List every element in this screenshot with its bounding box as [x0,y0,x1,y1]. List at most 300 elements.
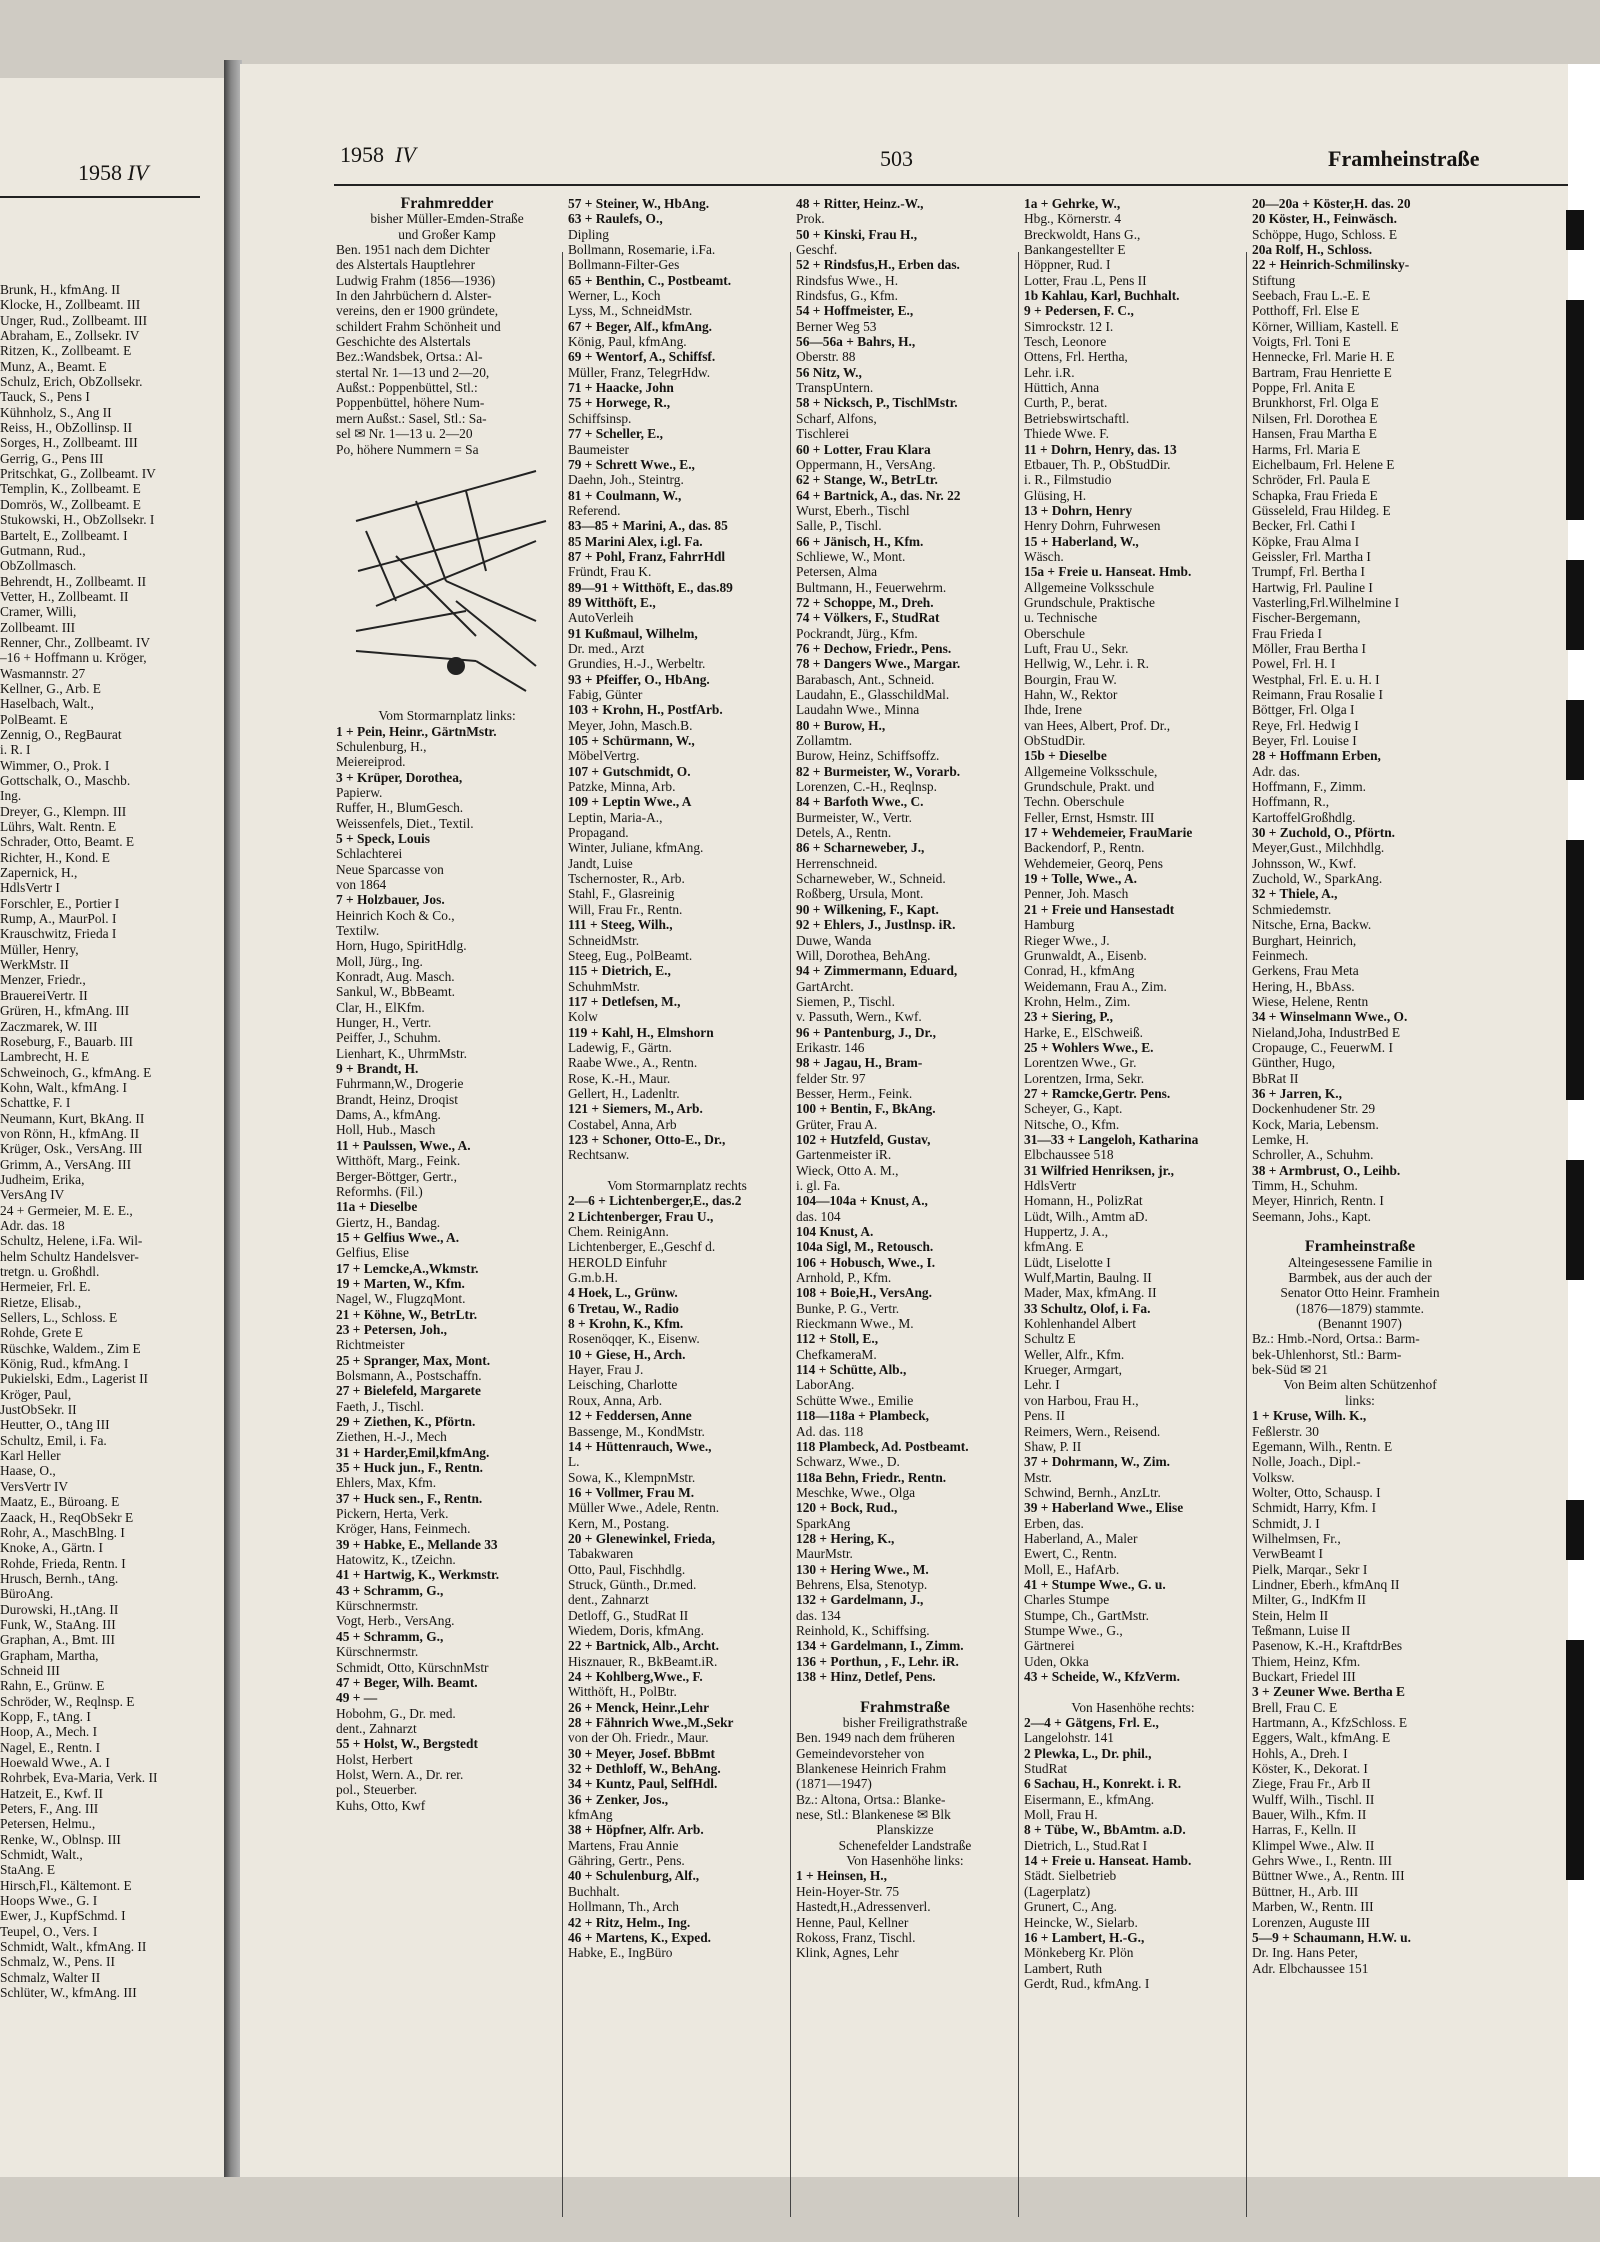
directory-entry: Vom Stormarnplatz links: [378,708,516,724]
directory-entry: 9 + Pedersen, F. C., [1024,303,1134,319]
directory-entry: 75 + Horwege, R., [568,395,671,411]
directory-entry [796,1684,1014,1699]
directory-entry: Wiedem, Doris, kfmAng. [568,1622,704,1638]
directory-entry: Ottens, Frl. Hertha, [1024,349,1128,365]
directory-entry: Luft, Frau U., Sekr. [1024,640,1129,656]
directory-entry: Rieger Wwe., J. [1024,932,1110,948]
directory-entry: Seemann, Johs., Kapt. [1252,1208,1372,1224]
directory-entry: Brandt, Heinz, Droqist [336,1091,458,1107]
directory-entry: Brunkhorst, Frl. Olga E [1252,395,1379,411]
directory-entry: Thiede Wwe. F. [1024,426,1109,442]
directory-entry: Schapka, Frau Frieda E [1252,487,1378,503]
directory-entry: Wulff, Wilh., Tischl. II [1252,1791,1375,1807]
directory-entry: Nitsche, Erna, Backw. [1252,917,1372,933]
directory-entry: bisher Müller-Emden-Straße [370,211,524,227]
directory-entry: 2 Plewka, L., Dr. phil., [1024,1745,1152,1761]
directory-entry: Wäsch. [1024,548,1064,564]
directory-entry: Etbauer, Th. P., ObStudDir. [1024,456,1171,472]
directory-entry: Mönkeberg Kr. Plön [1024,1945,1134,1961]
directory-entry: Gehrs Wwe., I., Rentn. III [1252,1853,1392,1869]
directory-entry: 25 + Spranger, Max, Mont. [336,1352,491,1368]
directory-entry: 6 Sachau, H., Konrekt. i. R. [1024,1776,1182,1792]
directory-entry: Hein-Hoyer-Str. 75 [796,1883,900,1899]
directory-entry: Bourgin, Frau W. [1024,671,1117,687]
directory-entry: Marben, W., Rentn. III [1252,1899,1374,1915]
directory-entry: Körner, William, Kastell. E [1252,318,1399,334]
directory-entry: Ewert, C., Rentn. [1024,1546,1117,1562]
directory-entry: 54 + Hoffmeister, E., [796,303,914,319]
directory-entry: 123 + Schoner, Otto-E., Dr., [568,1131,726,1147]
facing-entry: Kühnholz, S., Ang II [0,404,112,420]
directory-entry: 109 + Leptin Wwe., A [568,794,692,810]
directory-entry: Bassenge, M., KondMstr. [568,1423,705,1439]
facing-entry: Graphan, A., Bmt. III [0,1632,115,1648]
facing-entry: Schmalz, W., Pens. II [0,1954,115,1970]
page-number: 503 [880,146,913,171]
directory-entry: Martens, Frau Annie [568,1837,679,1853]
directory-entry: 41 + Stumpe Wwe., G. u. [1024,1576,1166,1592]
facing-entry: Lambrecht, H. E [0,1049,90,1065]
register-tab [1566,1640,1584,1880]
directory-entry: Moll, Frau H. [1024,1807,1098,1823]
facing-entry: Gottschalk, O., Maschb. [0,773,131,788]
directory-entry: 1b Kahlau, Karl, Buchhalt. [1024,288,1180,304]
directory-entry: Langelohstr. 141 [1024,1730,1115,1746]
directory-entry: Holst, Herbert [336,1751,413,1767]
directory-entry: Po, höhere Nummern = Sa [336,441,479,457]
facing-entry: Lührs, Walt. Rentn. E [0,819,117,835]
directory-entry: Nilsen, Frl. Dorothea E [1252,410,1378,426]
directory-entry: (1871—1947) [796,1776,872,1792]
directory-entry: Lemke, H. [1252,1131,1309,1147]
directory-entry: Moll, E., HafArb. [1024,1561,1120,1577]
column-rule [1018,252,1019,2217]
directory-entry: Behrens, Elsa, Stenotyp. [796,1576,928,1592]
facing-entry: Schmidt, Walt., kfmAng. II [0,1939,147,1955]
facing-entry: Kopp, F., tAng. I [0,1708,91,1724]
directory-entry: 82 + Burmeister, W., Vorarb. [796,763,961,779]
directory-entry: Dipling [568,226,609,242]
street-heading: Framheinstraße [1328,146,1480,171]
directory-entry: Kürschnermstr. [336,1644,419,1660]
directory-entry: Volksw. [1252,1469,1295,1485]
directory-entry: Klink, Agnes, Lehr [796,1945,899,1961]
directory-entry: 14 + Freie u. Hanseat. Hamb. [1024,1853,1192,1869]
facing-entry: BüroAng. [0,1586,54,1602]
directory-entry: Dams, A., kfmAng. [336,1107,441,1123]
directory-entry: 92 + Ehlers, J., Justlnsp. iR. [796,917,956,933]
directory-entry: Weidemann, Frau A., Zim. [1024,978,1167,994]
directory-entry: 69 + Wentorf, A., Schiffsf. [568,349,716,365]
facing-entry: Rietze, Elisab., [0,1294,82,1310]
directory-entry: Lambert, Ruth [1024,1960,1103,1976]
directory-entry: Städt. Sielbetrieb [1024,1868,1117,1884]
directory-entry: Feller, Ernst, Hsmstr. III [1024,809,1155,825]
facing-entry: Schulz, Erich, ObZollsekr. [0,374,143,390]
directory-entry: Scharneweber, W., Schneid. [796,871,946,887]
directory-entry: Arnhold, P., Kfm. [796,1270,892,1286]
directory-entry: 65 + Benthin, C., Postbeamt. [568,272,732,288]
register-tab [1566,560,1584,650]
directory-entry: Scharf, Alfons, [796,410,877,426]
directory-entry: Daehn, Joh., Steintrg. [568,472,684,488]
directory-entry [1252,1224,1468,1239]
directory-entry: Kuhs, Otto, Kwf [336,1797,426,1813]
directory-entry: Harms, Frl. Maria E [1252,441,1361,457]
directory-entry: Konradt, Aug. Masch. [336,969,455,985]
directory-entry: 37 + Huck sen., F., Rentn. [336,1490,483,1506]
directory-entry: Trumpf, Frl. Bertha I [1252,564,1365,580]
directory-entry: 107 + Gutschmidt, O. [568,763,691,779]
directory-entry: 31 + Harder,Emil,kfmAng. [336,1444,490,1460]
directory-entry: Laudahn Wwe., Minna [796,702,920,718]
directory-entry: Costabel, Anna, Arb [568,1116,677,1132]
facing-entry: König, Rud., kfmAng. I [0,1356,129,1372]
directory-entry: 16 + Lambert, H.-G., [1024,1929,1145,1945]
directory-entry: Lorentzen, Irma, Sekr. [1024,1070,1145,1086]
directory-entry: 34 + Winselmann Wwe., O. [1252,1009,1408,1025]
facing-entry: Ritzen, K., Zollbeamt. E [0,343,132,359]
directory-entry: 36 + Jarren, K., [1252,1085,1342,1101]
directory-entry: Stein, Helm II [1252,1607,1329,1623]
directory-entry: Planskizze [876,1822,934,1838]
directory-entry: Geschichte des Alstertals [336,334,471,350]
directory-entry: Kern, M., Postang. [568,1515,670,1531]
directory-entry: Lorentzen Wwe., Gr. [1024,1055,1137,1071]
directory-entry: VerwBeamt I [1252,1546,1324,1562]
directory-entry: Detloff, G., StudRat II [568,1607,689,1623]
directory-entry: Grunwaldt, A., Eisenb. [1024,947,1147,963]
directory-entry: SparkAng [796,1515,851,1531]
stormarnplatz-marker [447,657,465,675]
directory-entry: 15 + Gelfius Wwe., A. [336,1229,460,1245]
directory-entry: 128 + Hering, K., [796,1530,895,1546]
directory-entry: vereins, den er 1900 gründete, [336,303,499,319]
directory-entry: Schmidt, J. I [1252,1515,1320,1531]
directory-entry: Bollmann-Filter-Ges [568,257,680,273]
directory-entry [1024,1684,1242,1699]
facing-entry: i. R. I [0,742,31,758]
directory-entry: AutoVerleih [568,610,634,626]
directory-entry: Petersen, Alma [796,564,878,580]
facing-entry: Gutmann, Rud., [0,542,86,558]
directory-entry: Leptin, Maria-A., [568,809,663,825]
directory-entry: SchuhmMstr. [568,978,640,994]
directory-entry: Propagand. [568,825,629,841]
directory-entry: 105 + Schürmann, W., [568,733,695,749]
directory-entry: Burow, Heinz, Schiffsoffz. [796,748,940,764]
facing-entry: Gerrig, G., Pens III [0,450,104,466]
directory-entry: 63 + Raulefs, O., [568,211,663,227]
directory-entry: Mstr. [1024,1469,1052,1485]
directory-entry: Kröger, Hans, Feinmech. [336,1521,471,1537]
facing-entry: Funk, W., StaAng. III [0,1616,116,1632]
directory-entry: 10 + Giese, H., Arch. [568,1346,686,1362]
facing-entry: Hoops Wwe., G. I [0,1893,98,1909]
facing-entry: Richter, H., Kond. E [0,849,110,865]
directory-entry: 36 + Zenker, Jos., [568,1791,669,1807]
directory-entry: 104a Sigl, M., Retousch. [796,1239,934,1255]
directory-entry: 50 + Kinski, Frau H., [796,226,918,242]
directory-entry: Höppner, Rud. I [1024,257,1111,273]
directory-entry: Feinmech. [1252,947,1309,963]
street-line [356,611,466,631]
directory-entry: Tesch, Leonore [1024,334,1107,350]
facing-entry: Renke, W., Oblnsp. III [0,1831,121,1847]
directory-entry: 66 + Jänisch, H., Kfm. [796,533,924,549]
directory-entry: Hastedt,H.,Adressenverl. [796,1899,931,1915]
directory-entry: Johnsson, W., Kwf. [1252,855,1357,871]
directory-entry: Voigts, Frl. Toni E [1252,334,1351,350]
directory-entry: Baumeister [568,441,629,457]
facing-entry: Müller, Henry, [0,941,79,957]
directory-entry: Reinhold, K., Schiffsing. [796,1622,930,1638]
directory-entry: 58 + Nicksch, P., TischlMstr. [796,395,958,411]
facing-entry: Pukielski, Edm., Lagerist II [0,1371,149,1387]
directory-entry: 89—91 + Witthöft, E., das.89 [568,579,733,595]
directory-entry: Giertz, H., Bandag. [336,1214,441,1230]
street-line [376,541,536,606]
facing-entry: Brunk, H., kfmAng. II [0,282,121,297]
directory-entry: Gartenmeister iR. [796,1147,892,1163]
directory-entry: Bultmann, H., Feuerwehrm. [796,579,947,595]
directory-entry: 79 + Schrett Wwe., E., [568,456,695,472]
directory-entry: Burmeister, W., Vertr. [796,809,913,825]
directory-entry: Rechtsanw. [568,1147,630,1163]
directory-entry: 132 + Gardelmann, J., [796,1592,924,1608]
directory-entry: Ben. 1951 nach dem Dichter [336,242,490,258]
street-line [466,491,486,571]
directory-entry: Krohn, Helm., Zim. [1024,993,1131,1009]
directory-entry: Roux, Anna, Arb. [568,1392,663,1408]
column-rule [790,252,791,2217]
directory-entry: Bollmann, Rosemarie, i.Fa. [568,242,716,258]
directory-entry: Raabe Wwe., A., Rentn. [568,1055,698,1071]
directory-entry: 38 + Höpfner, Alfr. Arb. [568,1822,704,1838]
directory-entry: 84 + Barfoth Wwe., C. [796,794,924,810]
directory-entry: 17 + Wehdemeier, FrauMarie [1024,825,1193,841]
directory-entry: 19 + Marten, W., Kfm. [336,1275,465,1291]
facing-entry: tretgn. u. Großhdl. [0,1264,100,1279]
directory-entry: 13 + Dohrn, Henry [1024,502,1133,518]
directory-entry: Horn, Hugo, SpiritHdlg. [336,938,467,954]
directory-entry: Lotter, Frau .L, Pens II [1024,272,1147,288]
directory-entry: 104—104a + Knust, A., [796,1193,928,1209]
facing-entry: Nagel, E., Rentn. I [0,1739,101,1755]
facing-entry: Renner, Chr., Zollbeamt. IV [0,634,151,650]
directory-entry: Wolter, Otto, Schausp. I [1252,1484,1381,1500]
directory-entry: nese, Stl.: Blankenese ✉ Blk [796,1807,951,1823]
directory-entry: Schöppe, Hugo, Schloss. E [1252,226,1398,242]
directory-entry: Shaw, P. II [1024,1438,1082,1454]
directory-entry: Winter, Juliane, kfmAng. [568,840,704,856]
directory-entry: Hisznauer, R., BkBeamt.iR. [568,1653,718,1669]
directory-entry: Uden, Okka [1024,1653,1089,1669]
directory-entry: Witthöft, H., PolBtr. [568,1684,677,1700]
directory-entry: Rieckmann Wwe., M. [796,1316,914,1332]
street-line [456,601,536,666]
directory-entry: 29 + Ziethen, K., Pförtn. [336,1414,476,1429]
directory-entry: In den Jahrbüchern d. Alster- [336,288,492,304]
directory-entry: 20 Köster, H., Feinwäsch. [1252,211,1397,227]
directory-entry: Vasterling,Frl.Wilhelmine I [1252,594,1400,610]
directory-entry: Bauer, Wilh., Kfm. II [1252,1807,1367,1823]
directory-entry: Grüter, Frau A. [796,1116,878,1132]
directory-entry: kfmAng [568,1807,613,1823]
directory-entry: Rindsfus Wwe., H. [796,272,899,288]
directory-entry: Pielk, Marqar., Sekr I [1252,1561,1368,1577]
directory-entry: Meyer,Gust., Milchhdlg. [1252,840,1385,856]
directory-entry: 28 + Hoffmann Erben, [1252,748,1381,764]
directory-entry: 118a Behn, Friedr., Rentn. [796,1469,947,1485]
directory-entry: StudRat [1024,1761,1068,1777]
directory-entry: 96 + Pantenburg, J., Dr., [796,1024,936,1040]
directory-entry: und Großer Kamp [398,226,496,242]
directory-entry: Becker, Frl. Cathi I [1252,518,1356,534]
facing-entry: Kohn, Walt., kfmAng. I [0,1079,127,1095]
directory-entry: 5—9 + Schaumann, H.W. u. [1252,1929,1411,1945]
directory-entry: 20 + Glenewinkel, Frieda, [568,1530,716,1546]
directory-entry: Reimann, Frau Rosalie I [1252,687,1383,702]
directory-entry: 34 + Kuntz, Paul, SelfHdl. [568,1776,718,1792]
directory-entry: 56—56a + Bahrs, H., [796,334,916,350]
facing-entry: Schweinoch, G., kfmAng. E [0,1064,152,1080]
directory-entry: Adr. das. [1252,763,1300,779]
directory-entry: Betriebswirtschaftl. [1024,410,1130,426]
directory-entry: Ad. das. 118 [796,1423,864,1439]
directory-entry: 49 + — [336,1690,378,1706]
directory-entry: Hayer, Frau J. [568,1362,644,1378]
facing-entry: ObZollmasch. [0,558,77,574]
directory-entry: Außst.: Poppenbüttel, Stl.: [336,380,478,396]
directory-entry: 89 Witthöft, E., [568,594,656,610]
directory-entry: Heinrich Koch & Co., [336,907,455,923]
directory-entry: Schulenburg, H., [336,738,427,754]
directory-entry: Hahn, W., Rektor [1024,687,1118,702]
directory-entry: Simrockstr. 12 I. [1024,318,1114,334]
directory-entry: Nitsche, O., Kfm. [1024,1116,1120,1132]
section-heading: Frahmredder [400,196,494,212]
directory-entry: Moll, Jürg., Ing. [336,953,423,969]
facing-entry: Hatzeit, E., Kwf. II [0,1785,103,1801]
directory-entry: 21 + Köhne, W., BetrLtr. [336,1306,478,1322]
directory-entry: MaurMstr. [796,1546,853,1562]
directory-entry: 31—33 + Langeloh, Katharina [1024,1131,1199,1147]
directory-entry: Barabasch, Ant., Schneid. [796,671,935,687]
directory-entry: Hobohm, G., Dr. med. [336,1705,456,1721]
directory-entry: bek-Uhlenhorst, Stl.: Barm- [1252,1346,1402,1362]
directory-entry: 3 + Zeuner Wwe. Bertha E [1252,1684,1405,1700]
column-3 [796,196,1014,2156]
directory-entry: von Harbou, Frau H., [1024,1392,1139,1408]
directory-entry: Potthoff, Frl. Else E [1252,303,1360,319]
directory-entry: Oberschule [1024,625,1085,641]
facing-entry: Neumann, Kurt, BkAng. II [0,1110,145,1126]
street-line [446,581,536,621]
directory-entry: 20—20a + Köster,H. das. 20 [1252,196,1411,211]
directory-entry: das. 104 [796,1208,841,1224]
header-rule [334,184,1568,186]
directory-entry: 23 + Petersen, Joh., [336,1321,448,1337]
directory-entry: Brell, Frau C. E [1252,1699,1338,1715]
directory-entry: Besser, Herm., Feink. [796,1085,913,1101]
directory-entry: Jandt, Luise [568,855,633,871]
directory-entry: Weller, Alfr., Kfm. [1024,1346,1125,1362]
directory-entry: 11 + Paulssen, Wwe., A. [336,1137,471,1153]
facing-entry: Cramer, Willi, [0,604,77,620]
section-heading: Frahmstraße [860,1699,950,1716]
directory-entry: Otto, Paul, Fischhdlg. [568,1561,686,1577]
column-2 [568,196,786,2156]
directory-entry: u. Technische [1024,610,1098,626]
facing-page-column [0,282,210,2242]
directory-entry: Eichelbaum, Frl. Helene E [1252,456,1395,472]
directory-entry: Gähring, Gertr., Pens. [568,1853,685,1869]
facing-entry: Forschler, E., Portier I [0,895,120,911]
facing-entry: Vetter, H., Zollbeamt. II [0,588,129,604]
directory-entry: kfmAng. E [1024,1239,1084,1255]
facing-entry: Abraham, E., Zollsekr. IV [0,328,140,344]
facing-entry: Grapham, Martha, [0,1647,99,1663]
directory-entry: Bankangestellter E [1024,242,1126,258]
directory-entry: Homann, H., PolizRat [1024,1193,1143,1209]
directory-entry: Lüdt, Wilh., Amtm aD. [1024,1208,1148,1224]
directory-entry: Hbg., Körnerstr. 4 [1024,211,1122,227]
directory-entry: Nolle, Joach., Dipl.- [1252,1454,1361,1470]
directory-entry: 64 + Bartnick, A., das. Nr. 22 [796,487,961,503]
directory-entry: Köster, K., Dekorat. I [1252,1761,1368,1777]
directory-entry: Vogt, Herb., VersAng. [336,1613,455,1629]
directory-entry: Milter, G., IndKfm II [1252,1592,1367,1608]
directory-entry: Hunger, H., Vertr. [336,1015,432,1031]
facing-entry: Hrusch, Bernh., tAng. [0,1570,119,1586]
directory-entry: Gerdt, Rud., kfmAng. I [1024,1975,1150,1991]
facing-entry: Templin, K., Zollbeamt. E [0,481,141,497]
directory-entry: 8 + Tübe, W., BbAmtm. a.D. [1024,1822,1186,1838]
directory-entry: 83—85 + Marini, A., das. 85 [568,518,728,534]
directory-entry: 46 + Martens, K., Exped. [568,1929,712,1945]
facing-page-header: 1958 IV [78,160,149,185]
directory-entry: Bartram, Frau Henriette E [1252,364,1392,380]
facing-entry: Schultz, Helene, i.Fa. Wil- [0,1233,143,1249]
directory-entry: Meiereiprod. [336,754,406,770]
directory-entry: Oberstr. 88 [796,349,856,365]
directory-entry: 121 + Siemers, M., Arb. [568,1101,703,1117]
directory-entry: Habke, E., IngBüro [568,1945,673,1961]
directory-entry: (Lagerplatz) [1024,1883,1091,1899]
directory-entry: Hellwig, W., Lehr. i. R. [1024,656,1149,672]
street-line [366,531,396,601]
directory-entry: Will, Dorothea, BehAng. [796,947,931,963]
directory-entry: KartoffelGroßhdlg. [1252,809,1356,825]
directory-entry: von der Oh. Friedr., Maur. [568,1730,709,1746]
directory-entry: Referend. [568,502,621,518]
directory-entry: 25 + Wohlers Wwe., E. [1024,1039,1154,1055]
directory-entry: Reye, Frl. Hedwig I [1252,717,1359,733]
directory-entry: 40 + Schulenburg, Alf., [568,1868,700,1884]
directory-entry: 22 + Heinrich-Schmilinsky- [1252,257,1410,273]
directory-entry: Fuhrmann,W., Drogerie [336,1076,464,1092]
directory-entry: Günther, Hugo, [1252,1055,1336,1071]
facing-entry: Roseburg, F., Bauarb. III [0,1033,133,1049]
directory-entry: 112 + Stoll, E., [796,1331,879,1347]
facing-entry: Zennig, O., RegBaurat [0,726,122,742]
directory-entry: Böttger, Frl. Olga I [1252,702,1355,718]
directory-entry: Schultz E [1024,1331,1076,1347]
facing-entry: –16 + Hoffmann u. Kröger, [0,650,147,666]
directory-entry: Adr. Elbchaussee 151 [1252,1960,1369,1976]
directory-entry: Herrenschneid. [796,855,878,871]
